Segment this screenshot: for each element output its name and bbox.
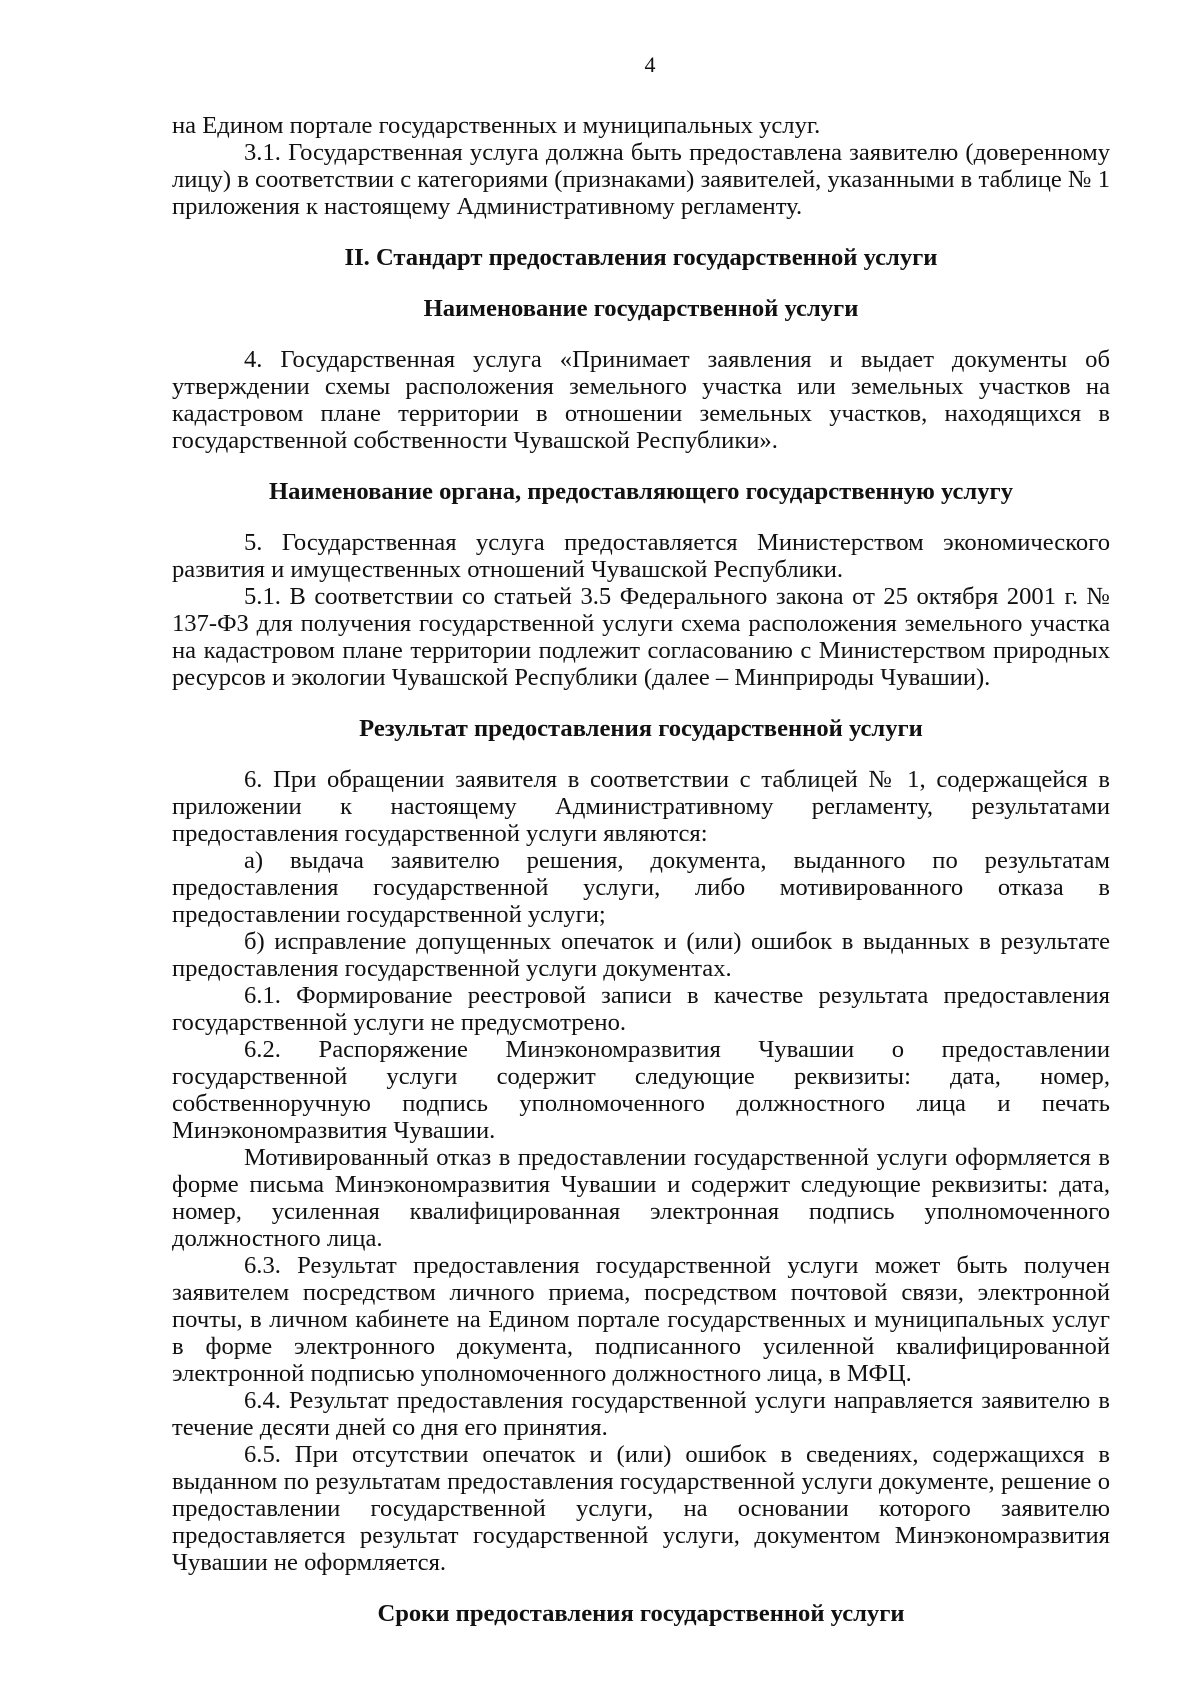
heading-provider-body: Наименование органа, предоставляющего государственную услугу bbox=[268, 478, 1013, 505]
page-number: 4 bbox=[644, 52, 656, 77]
paragraph-6-5: 6.5. При отсутствии опечаток и (или) ошибок в сведениях, содержащихся в выданном по результатам предоставления государственной услуги документе, решение о предоставлении государственной услуги, на основании которого заявителю предоставляется результат государственной услуги, документом Минэкономразвития Чувашии не оформляется. bbox=[172, 1441, 1110, 1576]
document-page bbox=[172, 52, 1110, 1627]
paragraph-4: 4. Государственная услуга «Принимает заявления и выдает документы об утверждении схемы расположения земельного участка или земельных участков на кадастровом плане территории в отношении земельных участков, находящихся в государственной собственности Чувашской Республики». bbox=[172, 346, 1110, 454]
paragraph-5-1: 5.1. В соответствии со статьей 3.5 Федерального закона от 25 октября 2001 г. № 137-ФЗ для получения государственной услуги схема расположения земельного участка на кадастровом плане территории подлежит согласованию с Министерством природных ресурсов и экологии Чувашской Республики (далее – Минприроды Чувашии). bbox=[172, 583, 1110, 691]
paragraph-6-1: 6.1. Формирование реестровой записи в качестве результата предоставления государственной услуги не предусмотрено. bbox=[172, 982, 1110, 1036]
paragraph-portal-tail: на Едином портале государственных и муниципальных услуг. bbox=[172, 112, 821, 139]
paragraph-6-3: 6.3. Результат предоставления государственной услуги может быть получен заявителем посредством личного приема, посредством почтовой связи, электронной почты, в личном кабинете на Едином портале государственных и муниципальных услуг в форме электронного документа, подписанного усиленной квалифицированной электронной подписью уполномоченного должностного лица, в МФЦ. bbox=[172, 1252, 1110, 1387]
section-heading-standard: II. Стандарт предоставления государственной услуги bbox=[344, 244, 938, 271]
paragraph-6-a: а) выдача заявителю решения, документа, выданного по результатам предоставления государственной услуги, либо мотивированного отказа в предоставлении государственной услуги; bbox=[172, 847, 1110, 928]
paragraph-5: 5. Государственная услуга предоставляется Министерством экономического развития и имущественных отношений Чувашской Республики. bbox=[172, 529, 1110, 583]
paragraph-3-1: 3.1. Государственная услуга должна быть предоставлена заявителю (доверенному лицу) в соответствии с категориями (признаками) заявителей, указанными в таблице № 1 приложения к настоящему Административному регламенту. bbox=[172, 139, 1110, 220]
paragraph-6-b: б) исправление допущенных опечаток и (или) ошибок в выданных в результате предоставления государственной услуги документах. bbox=[172, 928, 1110, 982]
heading-service-name: Наименование государственной услуги bbox=[423, 295, 859, 322]
paragraph-6-2: 6.2. Распоряжение Минэкономразвития Чувашии о предоставлении государственной услуги содержит следующие реквизиты: дата, номер, собственноручную подпись уполномоченного должностного лица и печать Минэкономразвития Чувашии. bbox=[172, 1036, 1110, 1144]
heading-service-result: Результат предоставления государственной услуги bbox=[359, 715, 923, 742]
paragraph-motivated-refusal: Мотивированный отказ в предоставлении государственной услуги оформляется в форме письма Минэкономразвития Чувашии и содержит следующие реквизиты: дата, номер, усиленная квалифицированная электронная подпись уполномоченного должностного лица. bbox=[172, 1144, 1110, 1252]
paragraph-6-4: 6.4. Результат предоставления государственной услуги направляется заявителю в течение десяти дней со дня его принятия. bbox=[172, 1387, 1110, 1441]
heading-service-terms: Сроки предоставления государственной услуги bbox=[377, 1600, 905, 1627]
paragraph-6: 6. При обращении заявителя в соответствии с таблицей № 1, содержащейся в приложении к настоящему Административному регламенту, результатами предоставления государственной услуги являются: bbox=[172, 766, 1110, 847]
